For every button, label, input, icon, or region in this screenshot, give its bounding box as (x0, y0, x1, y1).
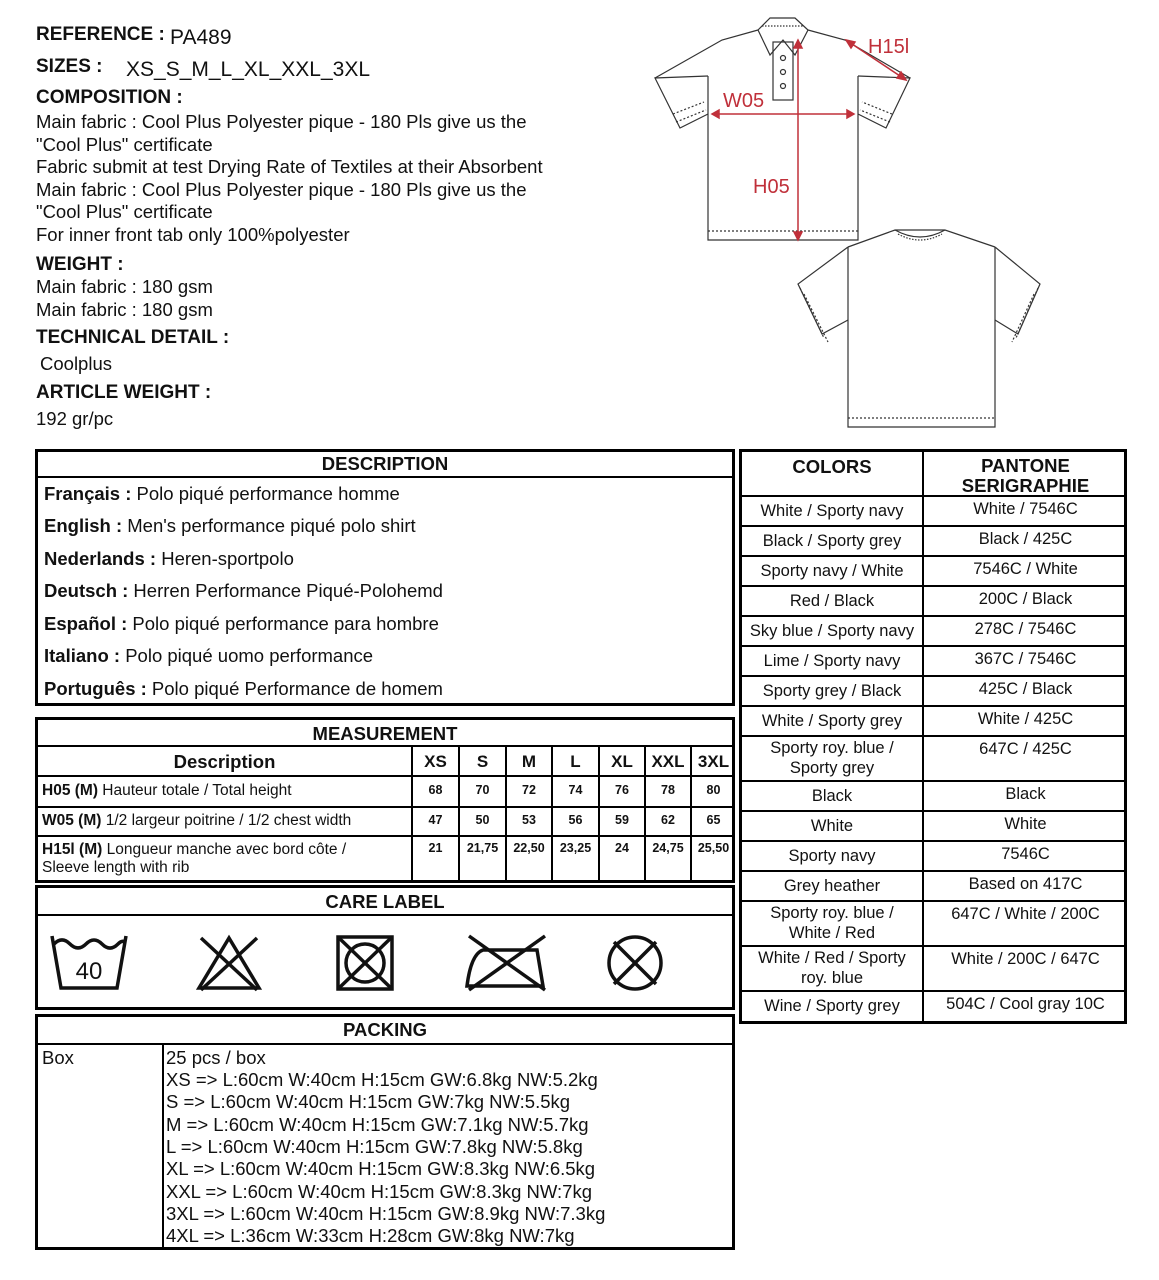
measure-text: 1/2 largeur poitrine / 1/2 chest width (101, 812, 352, 829)
pantone-value: 647C / White / 200C (951, 905, 1100, 923)
lang-text: Men's performance piqué polo shirt (122, 515, 416, 536)
measurement-row-label (42, 782, 292, 800)
lang-label: Deutsch : (44, 580, 129, 601)
pantone-value: White / 200C / 647C (951, 950, 1100, 968)
pantone-value: Black / 425C (978, 530, 1073, 548)
color-name-line: Sky blue / Sporty navy (749, 622, 915, 640)
measure-value: 76 (615, 783, 629, 797)
packing-line: 4XL => L:36cm W:33cm H:28cm GW:8kg NW:7kg (166, 1225, 575, 1246)
measurement-desc-header: Description (173, 751, 276, 772)
no-dry-clean-icon (604, 932, 666, 994)
description-row (44, 515, 416, 537)
measurement-box (35, 717, 735, 883)
color-name-line: roy. blue (800, 969, 864, 987)
pantone-value: 7546C (1001, 845, 1050, 863)
measure-value: 47 (428, 813, 443, 827)
measure-value: 21 (428, 841, 443, 855)
lang-text: Polo piqué performance para hombre (127, 613, 439, 634)
composition-line: "Cool Plus" certificate (36, 201, 213, 222)
description-row (44, 483, 400, 505)
composition-line: "Cool Plus" certificate (36, 133, 213, 155)
measure-value: 68 (428, 783, 443, 797)
size-header: XL (611, 752, 633, 771)
color-name-line: Black / Sporty grey (762, 532, 902, 550)
color-name (742, 531, 922, 551)
lang-label: Français : (44, 483, 132, 504)
row-divider (742, 810, 1124, 812)
colors-header: COLORS (792, 456, 872, 477)
row-divider (742, 840, 1124, 842)
color-name (742, 786, 922, 806)
measure-value: 72 (522, 783, 536, 797)
h05-marker: H05 (753, 176, 790, 198)
sizes-value: XS_S_M_L_XL_XXL_3XL (126, 58, 371, 81)
care-label-title: CARE LABEL (325, 891, 445, 912)
description-row (44, 613, 439, 635)
measure-text: Sleeve length with rib (42, 859, 190, 876)
lang-label: English : (44, 515, 123, 536)
pantone-value: 425C / Black (978, 680, 1073, 698)
measure-text: Longueur manche avec bord côte / (102, 841, 347, 858)
composition-line: Main fabric : Cool Plus Polyester pique - 180 Pls give us the (36, 111, 527, 132)
measure-value: 56 (568, 813, 583, 827)
row-divider (742, 900, 1124, 902)
pantone-value: White / 425C (977, 710, 1074, 728)
lang-text: Polo piqué uomo performance (120, 645, 374, 666)
description-title: DESCRIPTION (321, 453, 449, 474)
measure-value: 74 (568, 783, 583, 797)
description-row (44, 548, 294, 570)
size-header: L (570, 752, 581, 771)
measure-value: 23,25 (559, 841, 592, 855)
size-header: XXL (651, 752, 685, 771)
composition-line: For inner front tab only 100%polyester (36, 223, 350, 245)
lang-text: Heren-sportpolo (156, 548, 294, 569)
wash-temperature: 40 (75, 958, 103, 985)
color-name (742, 996, 922, 1016)
measure-value: 25,50 (697, 841, 730, 855)
pantone-value: White / 7546C (973, 500, 1078, 518)
no-iron-icon (463, 932, 549, 992)
color-name-line: White / Red (788, 924, 876, 942)
color-name (742, 651, 922, 671)
color-name (742, 621, 922, 641)
measure-value: 50 (475, 813, 490, 827)
color-name-line: White / Sporty navy (760, 502, 904, 520)
color-name-line: White / Sporty grey (761, 712, 903, 730)
wash-40-icon (48, 930, 130, 992)
row-divider (742, 645, 1124, 647)
measure-value: 62 (661, 813, 675, 827)
color-name (742, 591, 922, 611)
pantone-value: 647C / 425C (979, 740, 1072, 758)
size-header: 3XL (697, 752, 730, 771)
technical-value: Coolplus (40, 353, 112, 374)
measure-value: 78 (661, 783, 675, 797)
packing-line: 25 pcs / box (166, 1047, 266, 1068)
lang-label: Português : (44, 678, 147, 699)
front-polo-sketch (640, 10, 930, 250)
pantone-header-line: SERIGRAPHIE (961, 475, 1090, 496)
measure-value: 70 (475, 783, 490, 797)
measure-text: Hauteur totale / Total height (97, 782, 292, 799)
packing-line: 3XL => L:60cm W:40cm H:15cm GW:8.9kg NW:7.3kg (166, 1203, 606, 1224)
pantone-header-line: PANTONE (981, 455, 1070, 476)
pantone-value: 367C / 7546C (974, 650, 1077, 668)
packing-type: Box (42, 1047, 74, 1068)
lang-label: Italiano : (44, 645, 121, 666)
technical-label: TECHNICAL DETAIL : (36, 327, 230, 348)
measure-value: 80 (706, 783, 721, 797)
lang-text: Polo piqué performance homme (131, 483, 400, 504)
color-name (742, 846, 922, 866)
color-name-line: Sporty navy (788, 847, 876, 865)
measure-value: 53 (522, 813, 536, 827)
measure-value: 24 (615, 841, 629, 855)
packing-box (35, 1014, 735, 1250)
packing-line: L => L:60cm W:40cm H:15cm GW:7.8kg NW:5.8kg (166, 1136, 583, 1157)
packing-title: PACKING (343, 1019, 427, 1040)
color-name (742, 948, 922, 988)
pantone-value: 7546C / White (973, 560, 1078, 578)
size-header: S (476, 752, 489, 771)
no-tumble-dry-icon (333, 932, 397, 994)
pantone-value: White (1004, 815, 1047, 833)
article-weight-value: 192 gr/pc (36, 408, 114, 429)
color-name-line: White (810, 817, 854, 835)
measure-code: H15l (M) (42, 841, 103, 858)
back-polo-sketch (790, 222, 1050, 432)
composition-label: COMPOSITION : (36, 87, 183, 108)
color-name (742, 561, 922, 581)
packing-line: M => L:60cm W:40cm H:15cm GW:7.1kg NW:5.7kg (166, 1114, 589, 1135)
measurement-title: MEASUREMENT (312, 723, 458, 744)
color-name-line: Lime / Sporty navy (763, 652, 901, 670)
color-name (742, 738, 922, 778)
color-name-line: Sporty grey / Black (762, 682, 902, 700)
no-bleach-icon (193, 932, 265, 992)
description-row (44, 580, 443, 602)
row-divider (742, 675, 1124, 677)
pantone-value: Based on 417C (968, 875, 1083, 893)
measurement-row-label (42, 841, 346, 877)
w05-marker: W05 (723, 90, 765, 112)
measurement-row-label (42, 812, 351, 830)
packing-line: XXL => L:60cm W:40cm H:15cm GW:8.3kg NW:7kg (166, 1181, 593, 1202)
color-name (742, 876, 922, 896)
measure-value: 59 (615, 813, 629, 827)
color-name (742, 903, 922, 943)
row-divider (742, 555, 1124, 557)
row-divider (742, 585, 1124, 587)
row-divider (742, 990, 1124, 992)
pantone-header (924, 456, 1127, 496)
color-name-line: Sporty grey (789, 759, 875, 777)
weight-text (36, 276, 213, 321)
color-name (742, 711, 922, 731)
packing-line: XL => L:60cm W:40cm H:15cm GW:8.3kg NW:6.5kg (166, 1158, 596, 1179)
care-label-box (35, 885, 735, 1010)
composition-text (36, 111, 543, 246)
lang-label: Nederlands : (44, 548, 157, 569)
pantone-value: 278C / 7546C (974, 620, 1077, 638)
color-name (742, 816, 922, 836)
measure-value: 65 (706, 813, 721, 827)
row-divider (742, 870, 1124, 872)
weight-line: Main fabric : 180 gsm (36, 276, 213, 297)
measure-code: H05 (M) (42, 782, 98, 799)
weight-line: Main fabric : 180 gsm (36, 298, 213, 320)
h15l-marker: H15l (868, 36, 910, 58)
pantone-value: Black (1005, 785, 1046, 803)
row-divider (742, 615, 1124, 617)
row-divider (742, 780, 1124, 782)
color-name-line: Black (811, 787, 853, 805)
packing-line: S => L:60cm W:40cm H:15cm GW:7kg NW:5.5kg (166, 1091, 571, 1112)
weight-label: WEIGHT : (36, 254, 124, 275)
measure-value: 22,50 (513, 841, 545, 855)
row-divider (742, 945, 1124, 947)
color-name-line: Wine / Sporty grey (764, 997, 900, 1015)
packing-line: XS => L:60cm W:40cm H:15cm GW:6.8kg NW:5.2kg (166, 1069, 598, 1090)
reference-value: PA489 (170, 26, 232, 49)
description-row (44, 678, 443, 700)
color-name-line: Sporty navy / White (760, 562, 904, 580)
measure-code: W05 (M) (42, 812, 102, 829)
lang-text: Herren Performance Piqué-Polohemd (128, 580, 443, 601)
color-name (742, 681, 922, 701)
measure-value: 24,75 (652, 841, 684, 855)
color-name-line: Sporty roy. blue / (770, 904, 894, 922)
composition-line: Fabric submit at test Drying Rate of Textiles at their Absorbent (36, 156, 543, 177)
color-name-line: Sporty roy. blue / (770, 739, 894, 757)
lang-text: Polo piqué Performance de homem (146, 678, 443, 699)
sizes-label: SIZES : (36, 56, 103, 77)
row-divider (742, 525, 1124, 527)
colors-table (739, 449, 1127, 1024)
lang-label: Español : (44, 613, 128, 634)
color-name (742, 501, 922, 521)
color-name-line: Red / Black (789, 592, 875, 610)
row-divider (742, 735, 1124, 737)
composition-line: Main fabric : Cool Plus Polyester pique - 180 Pls give us the (36, 178, 527, 200)
size-header: M (521, 752, 537, 771)
reference-label: REFERENCE : (36, 24, 165, 45)
pantone-value: 504C / Cool gray 10C (946, 995, 1105, 1013)
article-weight-label: ARTICLE WEIGHT : (36, 382, 212, 403)
description-row (44, 645, 373, 667)
pantone-value: 200C / Black (978, 590, 1073, 608)
color-name-line: White / Red / Sporty (758, 949, 906, 967)
description-box (35, 449, 735, 706)
row-divider (742, 705, 1124, 707)
measure-value: 21,75 (466, 841, 499, 855)
color-name-line: Grey heather (783, 877, 881, 895)
size-header: XS (424, 752, 447, 771)
